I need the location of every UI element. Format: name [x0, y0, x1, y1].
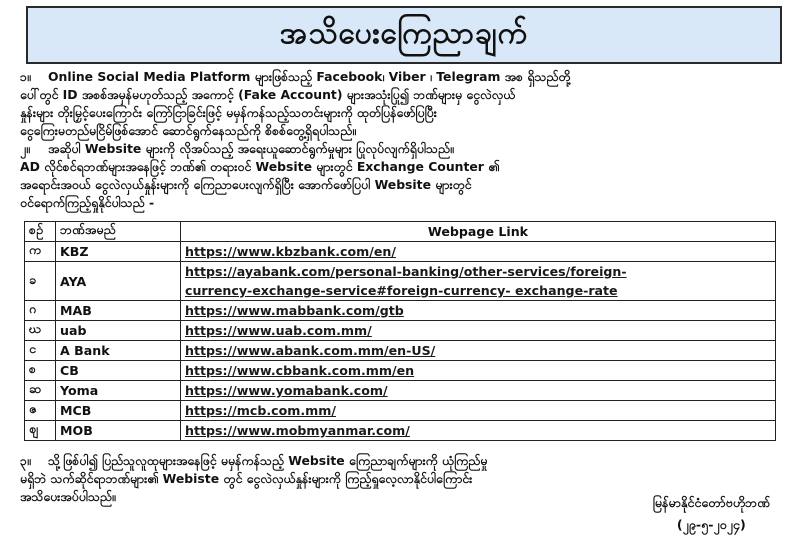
signoff-block	[653, 492, 770, 536]
table-row	[25, 421, 776, 441]
link-cell	[181, 401, 776, 421]
serial-cell: ခ	[25, 262, 56, 301]
table-row	[25, 341, 776, 361]
paragraph-line: AD လိုင်စင်ရဘဏ်များအနေဖြင့် ဘဏ်၏ တရားဝင် Website များတွင် Exchange Counter ၏	[20, 159, 500, 174]
paragraph-line: အသိပေးအပ်ပါသည်။	[20, 489, 116, 504]
webpage-link[interactable]: https://www.uab.com.mm/	[185, 323, 372, 338]
paragraph-number: ၃။	[20, 453, 31, 468]
paragraph-line: အရောင်းအဝယ် ငွေလဲလှယ်နှုန်းများကို ကြေညာပေးလျက်ရှိပြီး အောက်ဖော်ပြပါ Website များတွင်	[20, 177, 472, 192]
header-serial: စဉ်	[25, 222, 56, 242]
bank-name-cell: AYA	[56, 262, 181, 301]
paragraph-line: ပေါ်တွင် ID အစစ်အမှန်မဟုတ်သည့် အကောင့် (Fake Account) များအသုံးပြု၍ ဘဏ်များမှ ငွေလဲလှယ်	[20, 87, 516, 102]
bank-name-cell: Yoma	[56, 381, 181, 401]
webpage-link[interactable]: https://mcb.com.mm/	[185, 403, 337, 418]
webpage-link[interactable]: https://www.abank.com.mm/en-US/	[185, 343, 436, 358]
paragraph-line: အဆိုပါ Website များကို လိုအပ်သည့် အရေးယူဆောင်ရွက်မှုများ ပြုလုပ်လျက်ရှိပါသည်။	[48, 141, 454, 156]
serial-cell: ဇ	[25, 401, 56, 421]
paragraph-3	[20, 452, 487, 506]
header-bank-name: ဘဏ်အမည်	[56, 222, 181, 242]
link-cell	[181, 381, 776, 401]
link-cell	[181, 421, 776, 441]
bank-name-cell: CB	[56, 361, 181, 381]
table-row	[25, 301, 776, 321]
link-cell	[181, 321, 776, 341]
paragraph-number: ၁။	[20, 69, 31, 84]
bank-name-cell: MCB	[56, 401, 181, 421]
table-row	[25, 242, 776, 262]
table-row	[25, 381, 776, 401]
paragraph-line: ဝင်ရောက်ကြည့်ရှုနိုင်ပါသည် -	[20, 195, 155, 210]
bank-links-table	[24, 221, 776, 441]
issuer-name: မြန်မာနိုင်ငံတော်ဗဟိုဘဏ်	[652, 495, 770, 510]
table-row	[25, 262, 776, 301]
webpage-link[interactable]: https://ayabank.com/personal-banking/other-services/foreign-	[185, 264, 627, 279]
paragraph-line: နှုန်းများ တိုးမြှင့်ပေးကြောင်း ကြော်ငြာခြင်းဖြင့် မမှန်ကန်သည့်သတင်းများကို ထုတ်ပြန်ဖော်ပြပြီး	[20, 105, 437, 120]
notice-title-box	[26, 6, 782, 64]
table-row	[25, 321, 776, 341]
paragraph-number: ၂။	[20, 141, 30, 156]
link-cell	[181, 262, 776, 301]
webpage-link[interactable]: https://www.mabbank.com/gtb	[185, 303, 404, 318]
webpage-link[interactable]: https://www.cbbank.com.mm/en	[185, 363, 415, 378]
serial-cell: က	[25, 242, 56, 262]
serial-cell: ဆ	[25, 381, 56, 401]
webpage-link[interactable]: https://www.mobmyanmar.com/	[185, 423, 410, 438]
link-cell	[181, 301, 776, 321]
paragraph-1	[20, 68, 570, 140]
paragraph-2	[20, 140, 499, 212]
link-cell	[181, 361, 776, 381]
paragraph-line: Online Social Media Platform များဖြစ်သည့် Facebook၊ Viber ၊ Telegram အစ ရှိသည်တို့	[48, 69, 571, 84]
serial-cell: င	[25, 341, 56, 361]
table-row	[25, 401, 776, 421]
link-cell	[181, 341, 776, 361]
webpage-link[interactable]: https://www.yomabank.com/	[185, 383, 388, 398]
bank-name-cell: uab	[56, 321, 181, 341]
paragraph-line: မရှိဘဲ သက်ဆိုင်ရာဘဏ်များ၏ Webiste တွင် ငွေလဲလှယ်နှုန်းများကို ကြည့်ရှုလေ့လာနိုင်ပါကြောင်း	[20, 471, 473, 486]
serial-cell: ဃ	[25, 321, 56, 341]
bank-name-cell: KBZ	[56, 242, 181, 262]
webpage-link[interactable]: currency-exchange-service#foreign-currency- exchange-rate	[185, 283, 618, 298]
bank-name-cell: A Bank	[56, 341, 181, 361]
bank-name-cell: MOB	[56, 421, 181, 441]
paragraph-line: ငွေကြေးမတည်မငြိမ်ဖြစ်အောင် ဆောင်ရွက်နေသည်ကို စိစစ်တွေ့ရှိရပါသည်။	[20, 123, 357, 138]
paragraph-line: သို့ဖြစ်ပါ၍ ပြည်သူလူထုများအနေဖြင့် မမှန်ကန်သည့် Website ကြေညာချက်များကို ယုံကြည်မှု	[48, 453, 488, 468]
table-body	[25, 242, 776, 441]
notice-title: အသိပေးကြေညာချက်	[279, 15, 529, 51]
webpage-link[interactable]: https://www.kbzbank.com/en/	[185, 244, 396, 259]
serial-cell: ဂ	[25, 301, 56, 321]
issue-date: (၂၉-၅-၂၀၂၄)	[676, 517, 746, 532]
bank-name-cell: MAB	[56, 301, 181, 321]
table-row	[25, 361, 776, 381]
header-webpage-link: Webpage Link	[181, 222, 776, 242]
notice-page	[6, 4, 792, 544]
serial-cell: ဈ	[25, 421, 56, 441]
table-header-row	[25, 222, 776, 242]
link-cell	[181, 242, 776, 262]
serial-cell: စ	[25, 361, 56, 381]
